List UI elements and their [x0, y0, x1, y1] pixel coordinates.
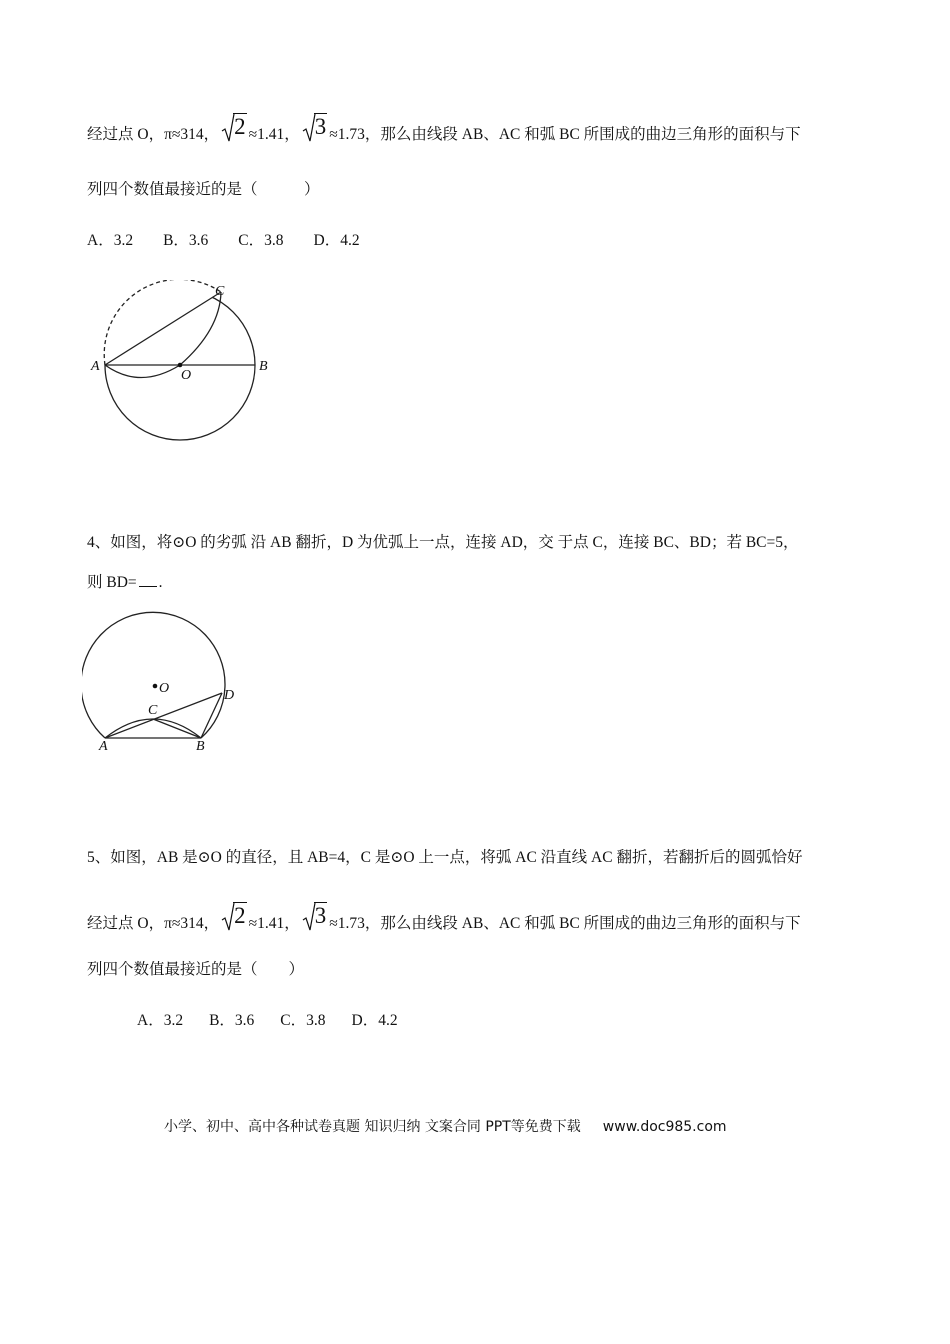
q4-line-bc [153, 719, 201, 738]
footer-text: 小学、初中、高中各种试卷真题 知识归纳 文案合同 PPT等免费下载 [164, 1119, 581, 1135]
q4-label-a: A [99, 739, 108, 754]
sqrt-3-expression: 3 [302, 120, 328, 143]
q3-option-c: C．3.8 [238, 232, 284, 249]
page-footer [164, 1116, 727, 1136]
q4-label-d: D [224, 688, 235, 703]
q3-line-2: 列四个数值最接近的是（ ） [87, 181, 320, 198]
q3-label-c: C [215, 284, 225, 299]
q3-label-o: O [181, 368, 192, 383]
sqrt-2-expression: 2 [221, 909, 247, 932]
q4-line-1: 4、如图，将⊙O 的劣弧 沿 AB 翻折，D 为优弧上一点，连接 AD，交 于点 C，连接 BC、BD；若 BC=5， [87, 534, 799, 551]
footer-url: www.doc985.com [602, 1119, 727, 1135]
q4-line-2: 则 BD= . [87, 574, 163, 591]
q5-line-2: 经过点 O，π≈314， 2 ≈1.41， 3 ≈1.73，那么由线段 AB、AC 和弧 BC 所围成的曲边三角形的面积与下 [87, 903, 801, 932]
q3-label-a: A [91, 359, 100, 374]
q3-folded-arc-lower [105, 365, 180, 378]
q4-figure [82, 605, 247, 755]
q3-label-b: B [259, 359, 268, 374]
q4-center-dot [153, 684, 158, 689]
q5-line-3: 列四个数值最接近的是（ ） [87, 961, 305, 978]
q4-folded-arc [105, 719, 201, 738]
q4-answer-blank [139, 586, 157, 587]
q4-label-b: B [196, 739, 205, 754]
q3-center-dot [178, 363, 183, 368]
q3-option-d: D．4.2 [313, 232, 360, 249]
sqrt-3-expression: 3 [302, 909, 328, 932]
q5-option-d: D．4.2 [351, 1012, 398, 1029]
q4-label-c: C [148, 703, 158, 718]
q4-label-o: O [159, 681, 170, 696]
q5-line-1: 5、如图，AB 是⊙O 的直径，且 AB=4，C 是⊙O 上一点，将弧 AC 沿直线 AC 翻折，若翻折后的圆弧恰好 [87, 849, 803, 866]
q3-option-b: B．3.6 [163, 232, 209, 249]
sqrt-2-expression: 2 [221, 120, 247, 143]
q5-option-b: B．3.6 [209, 1012, 255, 1029]
q3-options [87, 233, 390, 249]
q3-line-1: 经过点 O，π≈314， 2 ≈1.41， 3 ≈1.73，那么由线段 AB、AC 和弧 BC 所围成的曲边三角形的面积与下 [87, 114, 801, 143]
q3-figure [85, 280, 285, 450]
q5-option-c: C．3.8 [280, 1012, 326, 1029]
q5-options [137, 1013, 424, 1029]
q3-option-a: A．3.2 [87, 232, 134, 249]
q5-option-a: A．3.2 [137, 1012, 184, 1029]
